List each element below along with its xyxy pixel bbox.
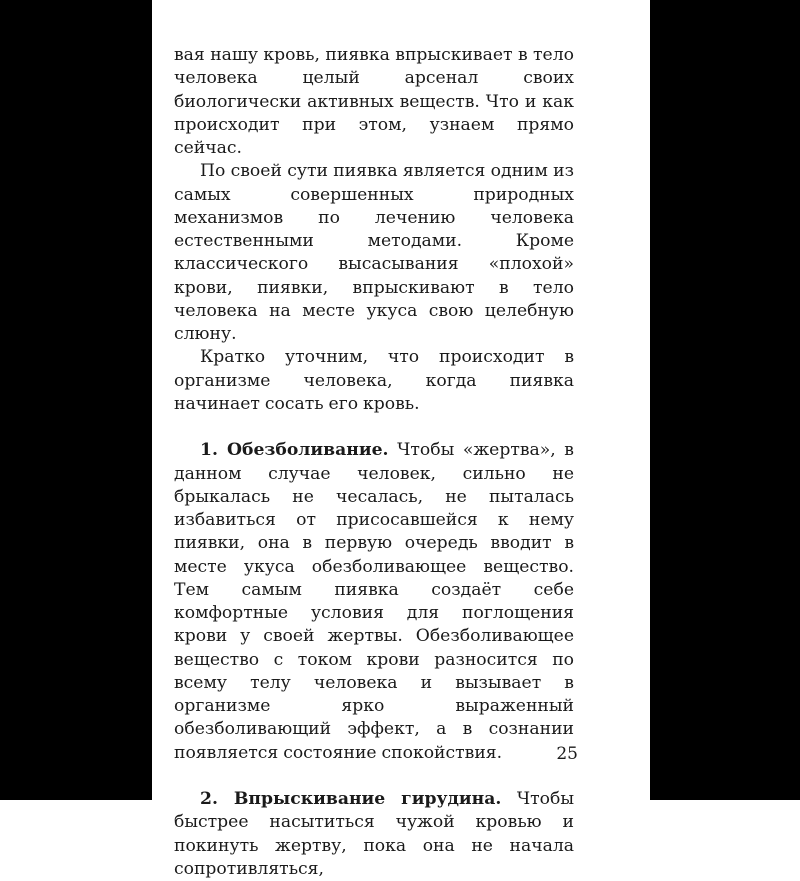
paragraph-continuation: вая нашу кровь, пиявка впрыскивает в тело человека целый арсенал своих биологически активных веществ. Что и как происходит при этом, узнаем прямо сейчас. [174, 45, 574, 158]
section-spacer [174, 416, 574, 439]
scan-border-right [650, 0, 800, 800]
page-body-text [174, 44, 574, 881]
section-text-hirudin: Чтобы быстрее насытиться чужой кровью и покинуть жертву, пока она не начала сопротивляться, [174, 789, 574, 879]
page-number: 25 [556, 744, 578, 764]
section-heading-hirudin: 2. Впрыскивание гирудина. [200, 789, 502, 809]
scan-border-left [0, 0, 152, 800]
paragraph-leech-nature: По своей сути пиявка является одним из самых совершенных природных механизмов по лечению человека естественными методами. Кроме классического высасывания «плохой» крови, пиявки, впрыскивают в тело человека на месте укуса свою целебную слюну. [174, 161, 574, 344]
section-hirudin [174, 788, 574, 881]
section-spacer [174, 765, 574, 788]
section-heading-anesthesia: 1. Обезболивание. [200, 440, 389, 461]
book-page [152, 0, 650, 879]
section-text-anesthesia: Чтобы «жертва», в данном случае человек, сильно не брыкалась не чесалась, не пыталась избавиться от присосавшейся к нему пиявки, она в первую очередь вводит в месте укуса обезболивающее вещество. Тем самым пиявка создаёт себе комфортные условия для поглощения крови у своей жертвы. Обезболивающее вещество с током крови разносится по всему телу человека и вызывает в организме ярко выраженный обезболивающий эффект, а в сознании появляется состояние спокойствия. [174, 440, 574, 763]
section-anesthesia [174, 439, 574, 765]
paragraph-intro: Кратко уточним, что происходит в организме человека, когда пиявка начинает сосать его кровь. [174, 347, 574, 414]
